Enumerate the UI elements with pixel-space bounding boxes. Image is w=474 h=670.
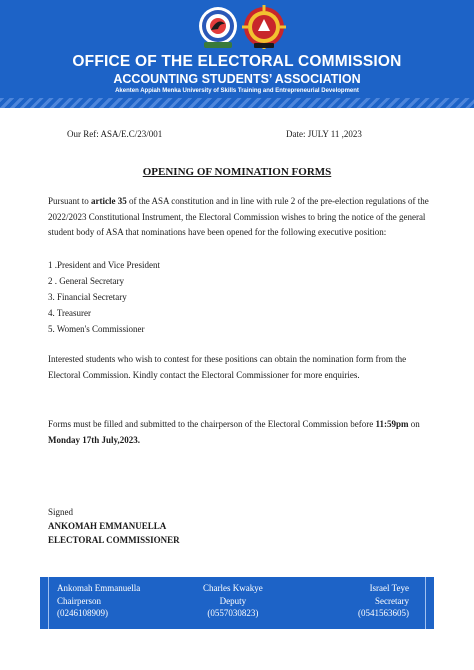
list-item: 2 . General Secretary bbox=[48, 276, 124, 286]
contact-phone: (0541563605) bbox=[358, 608, 409, 618]
contact-chairperson bbox=[57, 582, 140, 620]
contact-role: Chairperson bbox=[57, 595, 101, 606]
footer-divider-left bbox=[48, 577, 49, 629]
list-item: 3. Financial Secretary bbox=[48, 292, 127, 302]
header-stripe-pattern bbox=[0, 98, 474, 108]
intro-text-start: Pursuant to bbox=[48, 196, 92, 206]
deadline-connector: on bbox=[408, 419, 420, 429]
letterhead bbox=[0, 0, 474, 108]
list-item: 1 .President and Vice President bbox=[48, 260, 161, 270]
contact-name: Ankomah Emmanuella bbox=[57, 583, 141, 593]
association-title: ACCOUNTING STUDENTS’ ASSOCIATION bbox=[113, 72, 361, 86]
deadline-text: Forms must be filled and submitted to the chairperson of the Electoral Commission before bbox=[48, 419, 376, 429]
office-title: OFFICE OF THE ELECTORAL COMMISSION bbox=[72, 53, 402, 70]
deadline-paragraph bbox=[48, 417, 438, 448]
intro-text-end: of the ASA constitution and in line with rule 2 of the pre-election regulations of the 2022/2023 Constitutional Instrument, the Electoral Commission wishes to bring the notice of the general student body of ASA that nominations have been opened for the following executive position: bbox=[48, 196, 429, 237]
interest-paragraph: Interested students who wish to contest for these positions can obtain the nomination form from the Electoral Commission. Kindly contact the Electoral Commissioner for more enquiries. bbox=[48, 354, 407, 380]
contact-name: Charles Kwakye bbox=[203, 583, 263, 593]
signed-label: Signed bbox=[48, 507, 74, 517]
contact-role: Deputy bbox=[219, 595, 247, 606]
contact-role: Secretary bbox=[375, 595, 409, 606]
contact-footer bbox=[40, 577, 434, 629]
footer-divider-right bbox=[425, 577, 426, 629]
positions-list bbox=[48, 257, 348, 337]
contact-deputy bbox=[203, 582, 263, 620]
contact-phone: (0246108909) bbox=[57, 608, 108, 618]
university-crest-icon bbox=[242, 5, 286, 51]
contact-name: Israel Teye bbox=[369, 583, 409, 593]
list-item: 5. Women's Commissioner bbox=[48, 324, 145, 334]
deadline-date: Monday 17th July,2023. bbox=[48, 434, 141, 445]
intro-paragraph bbox=[48, 194, 438, 241]
signature-block bbox=[48, 505, 180, 547]
signer-role: ELECTORAL COMMISSIONER bbox=[48, 535, 180, 545]
signer-name: ANKOMAH EMMANUELLA bbox=[48, 521, 167, 531]
letter-heading: OPENING OF NOMINATION FORMS bbox=[142, 166, 332, 178]
deadline-time: 11:59pm bbox=[375, 419, 409, 429]
asa-logo-icon bbox=[196, 5, 240, 51]
contact-secretary bbox=[358, 582, 409, 620]
contact-phone: (0557030823) bbox=[207, 608, 259, 618]
letter-date: Date: JULY 11 ,2023 bbox=[286, 129, 362, 139]
reference-number: Our Ref: ASA/E.C/23/001 bbox=[67, 129, 163, 139]
university-name: Akenten Appiah Menka University of Skills Training and Entrepreneurial Development bbox=[115, 88, 359, 94]
article-reference: article 35 bbox=[91, 196, 127, 206]
list-item: 4. Treasurer bbox=[48, 308, 91, 318]
logos bbox=[0, 5, 474, 53]
